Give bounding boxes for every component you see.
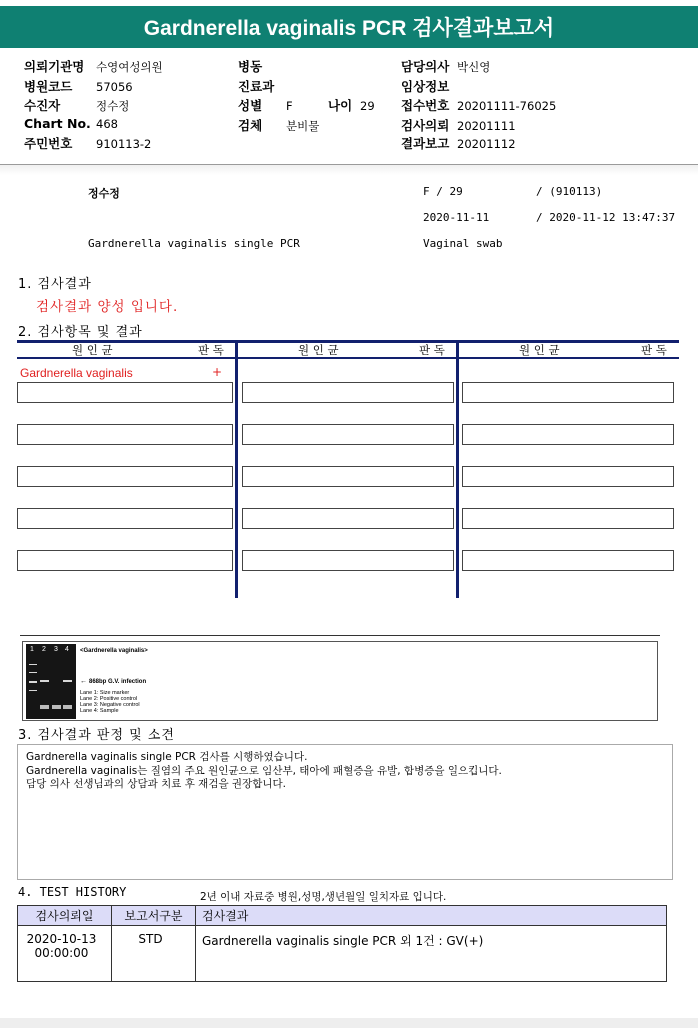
history-result: Gardnerella vaginalis single PCR 외 1건 : GV(+) [196, 926, 667, 982]
header-receipt-no [401, 96, 556, 114]
header-label: 주민번호 [24, 136, 73, 151]
section2-title: 2. 검사항목 및 결과 [18, 325, 143, 340]
result-cell [242, 424, 454, 445]
result-cell [462, 466, 674, 487]
result-pathogen-name: Gardnerella vaginalis [20, 366, 133, 380]
result-positive-text: 검사결과 양성 입니다. [36, 299, 179, 315]
header-label: 성별 [238, 98, 263, 113]
header-hospital-code [24, 77, 133, 95]
header-value: 468 [96, 117, 118, 131]
header-doctor [401, 57, 490, 75]
gel-band [52, 705, 61, 709]
opinion-line: Gardnerella vaginalis single PCR 검사를 시행하였습니다. [26, 751, 308, 763]
history-date-cell [18, 926, 112, 982]
history-col-type: 보고서구분 [112, 906, 196, 926]
result-cell [242, 382, 454, 403]
history-header-row [18, 906, 667, 926]
summary-name: 정수정 [88, 187, 120, 200]
header-value: 20201111-76025 [457, 99, 557, 113]
gel-band [29, 681, 37, 683]
col-header-pathogen: 원 인 균 [519, 343, 560, 357]
result-cell [17, 424, 233, 445]
header-label: 병동 [238, 59, 263, 74]
col-header-judgement: 판 독 [641, 343, 667, 357]
result-cell [17, 550, 233, 571]
col-header-pathogen: 원 인 균 [298, 343, 339, 357]
table-header-rule [17, 357, 679, 359]
header-label: 의뢰기관명 [24, 59, 85, 74]
gel-band [29, 672, 37, 673]
gel-arrow-icon: ← [80, 678, 87, 685]
opinion-line: Gardnerella vaginalis는 질염의 주요 원인균으로 임산부, 태아에 패혈증을 유발, 합병증을 일으킵니다. [26, 764, 502, 777]
header-clinical-info [401, 77, 457, 95]
header-shadow [0, 165, 698, 175]
header-label: 접수번호 [401, 98, 450, 113]
section4-title: 4. TEST HISTORY [18, 885, 127, 899]
header-resident-no [24, 134, 151, 152]
col-header-judgement: 판 독 [419, 343, 445, 357]
result-judgement: + [212, 365, 223, 379]
gel-top-rule [20, 635, 660, 636]
gel-band [63, 680, 72, 682]
gel-legend-item: Lane 4: Sample [80, 708, 119, 714]
table-divider-2 [456, 340, 459, 598]
result-cell [462, 424, 674, 445]
table-row [18, 926, 667, 982]
header-value: 박신영 [457, 60, 491, 74]
header-label: 검사의뢰 [401, 118, 450, 133]
header-label: 수진자 [24, 98, 61, 113]
gel-band [29, 664, 37, 665]
gel-lane-label: 3 [54, 646, 58, 653]
header-chart-no [24, 116, 118, 131]
gel-lane-label: 4 [65, 646, 69, 653]
header-ward [238, 57, 286, 75]
gel-band [40, 705, 49, 709]
header-report-date [401, 134, 516, 152]
header-value: 정수정 [96, 99, 130, 113]
header-specimen [238, 116, 319, 134]
summary-reported: / 2020-11-12 13:47:37 [536, 211, 676, 224]
gel-band [29, 690, 37, 691]
header-value: 20201112 [457, 137, 516, 151]
summary-test: Gardnerella vaginalis single PCR [88, 237, 300, 250]
history-col-result: 검사결과 [196, 906, 667, 926]
header-department [238, 77, 286, 95]
summary-received: 2020-11-11 [423, 211, 490, 224]
header-label: 진료과 [238, 79, 275, 94]
result-cell [242, 508, 454, 529]
header-value: 20201111 [457, 119, 516, 133]
history-col-date: 검사의뢰일 [18, 906, 112, 926]
header-sex [238, 96, 293, 114]
header-patient [24, 96, 129, 114]
result-cell [242, 550, 454, 571]
gel-arrow-label: 868bp G.V. infection [89, 679, 147, 685]
header-agency [24, 57, 163, 75]
gel-lane-label: 2 [42, 646, 46, 653]
col-header-pathogen: 원 인 균 [72, 343, 113, 357]
header-value: 29 [360, 99, 375, 113]
header-age [328, 96, 375, 114]
col-header-judgement: 판 독 [198, 343, 224, 357]
history-note: 2년 이내 자료중 병원,성명,생년월일 일치자료 입니다. [200, 891, 447, 903]
report-title: Gardnerella vaginalis PCR 검사결과보고서 [0, 6, 698, 48]
result-cell [462, 508, 674, 529]
history-type: STD [112, 926, 196, 982]
header-value: 수영여성의원 [96, 60, 163, 74]
gel-legend-item: Lane 1: Size marker [80, 690, 130, 696]
result-cell [462, 382, 674, 403]
result-cell [462, 550, 674, 571]
result-cell [17, 466, 233, 487]
result-cell [242, 466, 454, 487]
gel-legend-item: Lane 2: Positive control [80, 696, 138, 702]
header-label: 검체 [238, 118, 263, 133]
summary-specimen: Vaginal swab [423, 237, 503, 250]
header-value: 57056 [96, 80, 133, 94]
table-top-rule [17, 340, 679, 343]
header-value: 분비물 [286, 119, 320, 133]
history-table [17, 905, 667, 982]
header-value: 910113-2 [96, 137, 152, 151]
history-date: 2020-10-13 [26, 932, 97, 946]
footer-bar [0, 1018, 698, 1028]
history-time: 00:00:00 [34, 946, 89, 960]
gel-band [40, 680, 49, 682]
gel-lane-label: 1 [30, 646, 34, 653]
header-label: 결과보고 [401, 136, 450, 151]
summary-birth: / (910113) [536, 185, 603, 198]
section3-title: 3. 검사결과 판정 및 소견 [18, 728, 175, 743]
opinion-box [17, 744, 673, 880]
gel-band [63, 705, 72, 709]
opinion-line: 담당 의사 선생님과의 상담과 치료 후 재검을 권장합니다. [26, 778, 286, 790]
header-label: Chart No. [24, 116, 91, 131]
result-cell [17, 382, 233, 403]
gel-caption: <Gardnerella vaginalis> [80, 648, 148, 654]
header-label: 병원코드 [24, 79, 73, 94]
table-divider-1 [235, 340, 238, 598]
header-label: 임상정보 [401, 79, 450, 94]
header-label: 나이 [328, 98, 353, 113]
header-value: F [286, 99, 293, 113]
header-request-date [401, 116, 516, 134]
gel-legend-item: Lane 3: Negative control [80, 702, 140, 708]
summary-sex-age: F / 29 [423, 185, 463, 198]
header-label: 담당의사 [401, 59, 450, 74]
section1-title: 1. 검사결과 [18, 277, 92, 292]
result-cell [17, 508, 233, 529]
